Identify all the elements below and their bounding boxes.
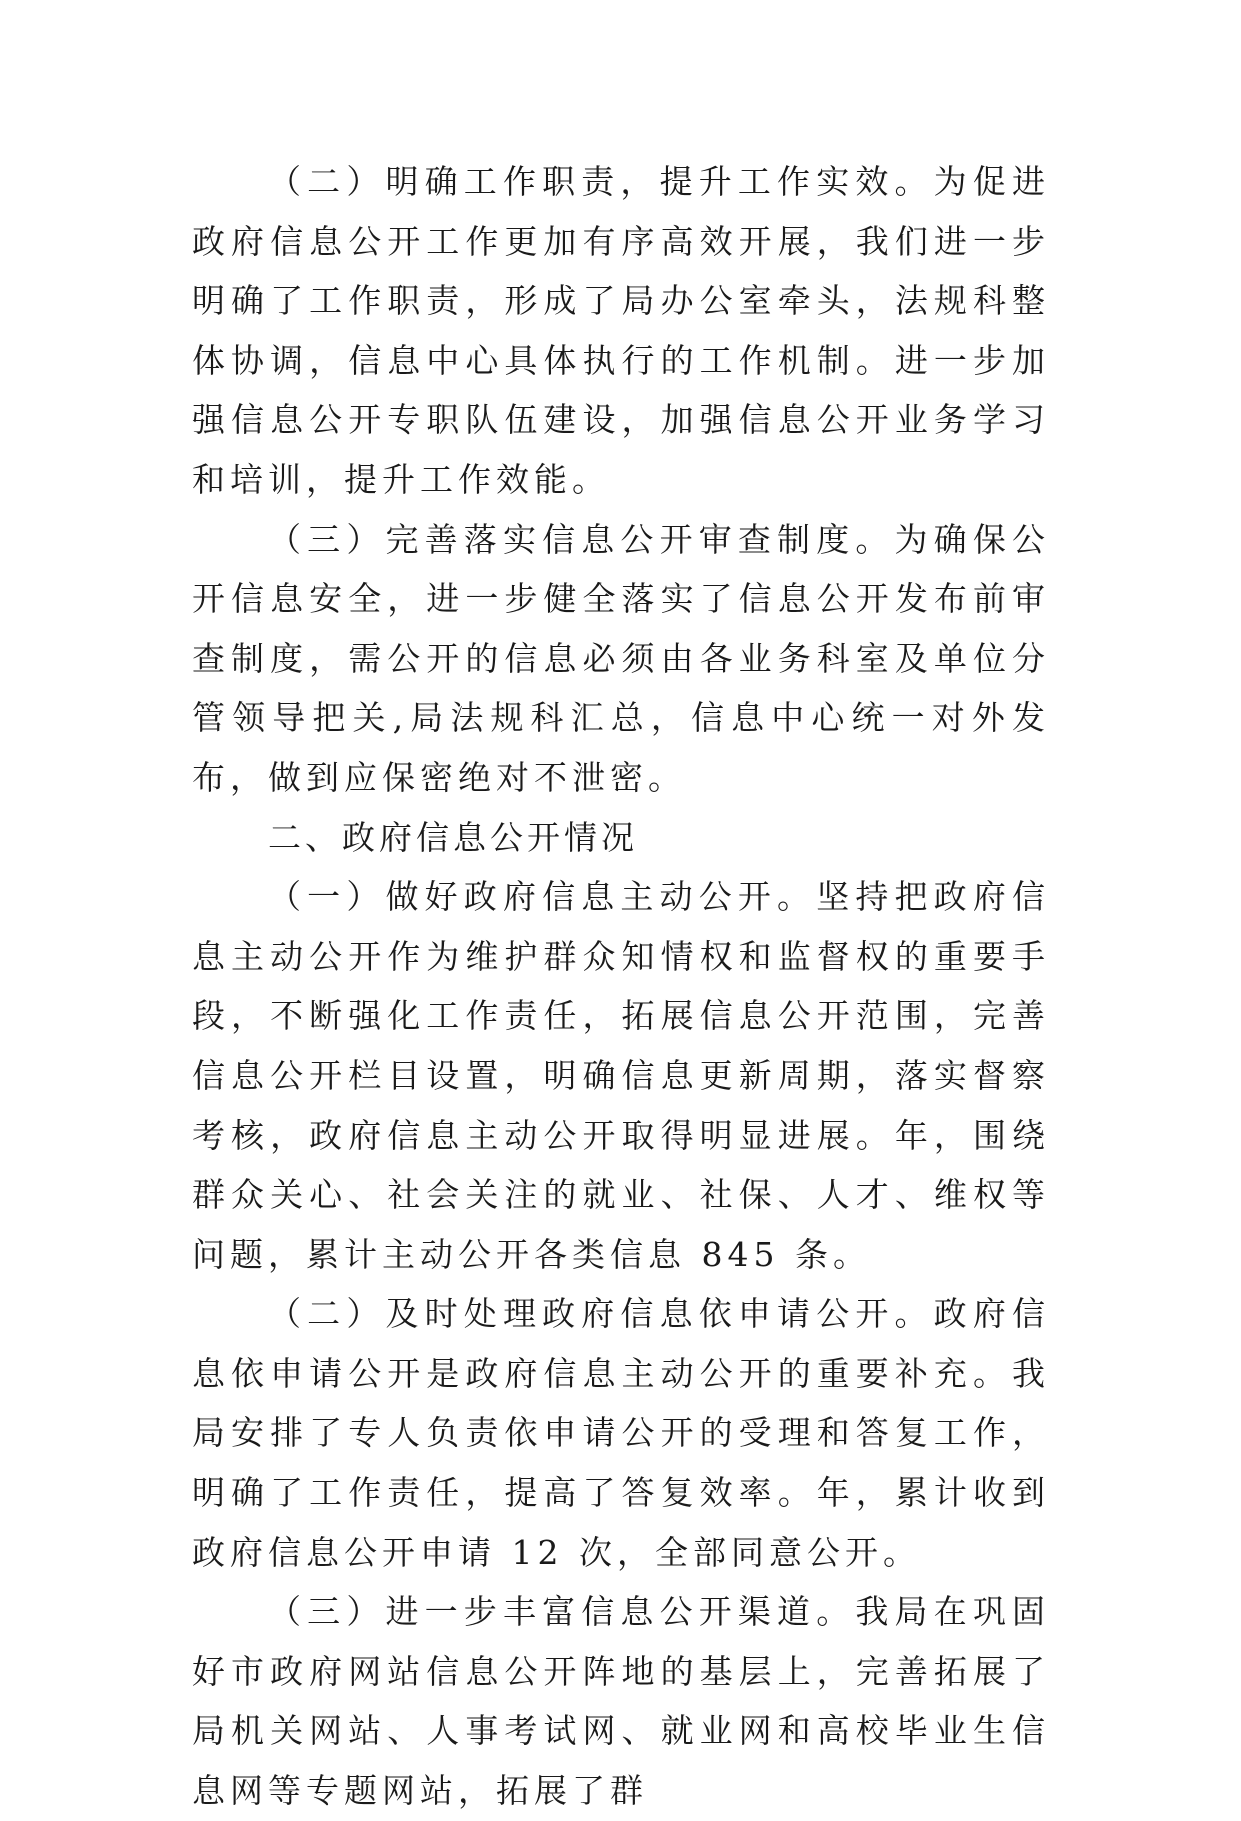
paragraph-request-disclosure: （二）及时处理政府信息依申请公开。政府信息依申请公开是政府信息主动公开的重要补充。我局安排了专人负责依申请公开的受理和答复工作，明确了工作责任，提高了答复效率。年，累计收到政府信息公开申请 12 次，全部同意公开。 <box>192 1294 1050 1572</box>
paragraph-review-system: （三）完善落实信息公开审查制度。为确保公开信息安全，进一步健全落实了信息公开发布前审查制度，需公开的信息必须由各业务科室及单位分管领导把关,局法规科汇总，信息中心统一对外发布，做到应保密绝对不泄密。 <box>192 519 1050 797</box>
document-body <box>192 152 1050 1821</box>
paragraph-duties: （二）明确工作职责，提升工作实效。为促进政府信息公开工作更加有序高效开展，我们进一步明确了工作职责，形成了局办公室牵头，法规科整体协调，信息中心具体执行的工作机制。进一步加强信息公开专职队伍建设，加强信息公开业务学习和培训，提升工作效能。 <box>192 162 1050 499</box>
section-heading: 二、政府信息公开情况 <box>268 817 638 857</box>
paragraph-channels: （三）进一步丰富信息公开渠道。我局在巩固好市政府网站信息公开阵地的基层上，完善拓展了局机关网站、人事考试网、就业网和高校毕业生信息网等专题网站，拓展了群 <box>192 1592 1050 1811</box>
paragraph-proactive-disclosure: （一）做好政府信息主动公开。坚持把政府信息主动公开作为维护群众知情权和监督权的重要手段，不断强化工作责任，拓展信息公开范围，完善信息公开栏目设置，明确信息更新周期，落实督察考核，政府信息主动公开取得明显进展。年，围绕群众关心、社会关注的就业、社保、人才、维权等问题，累计主动公开各类信息 845 条。 <box>192 877 1050 1274</box>
